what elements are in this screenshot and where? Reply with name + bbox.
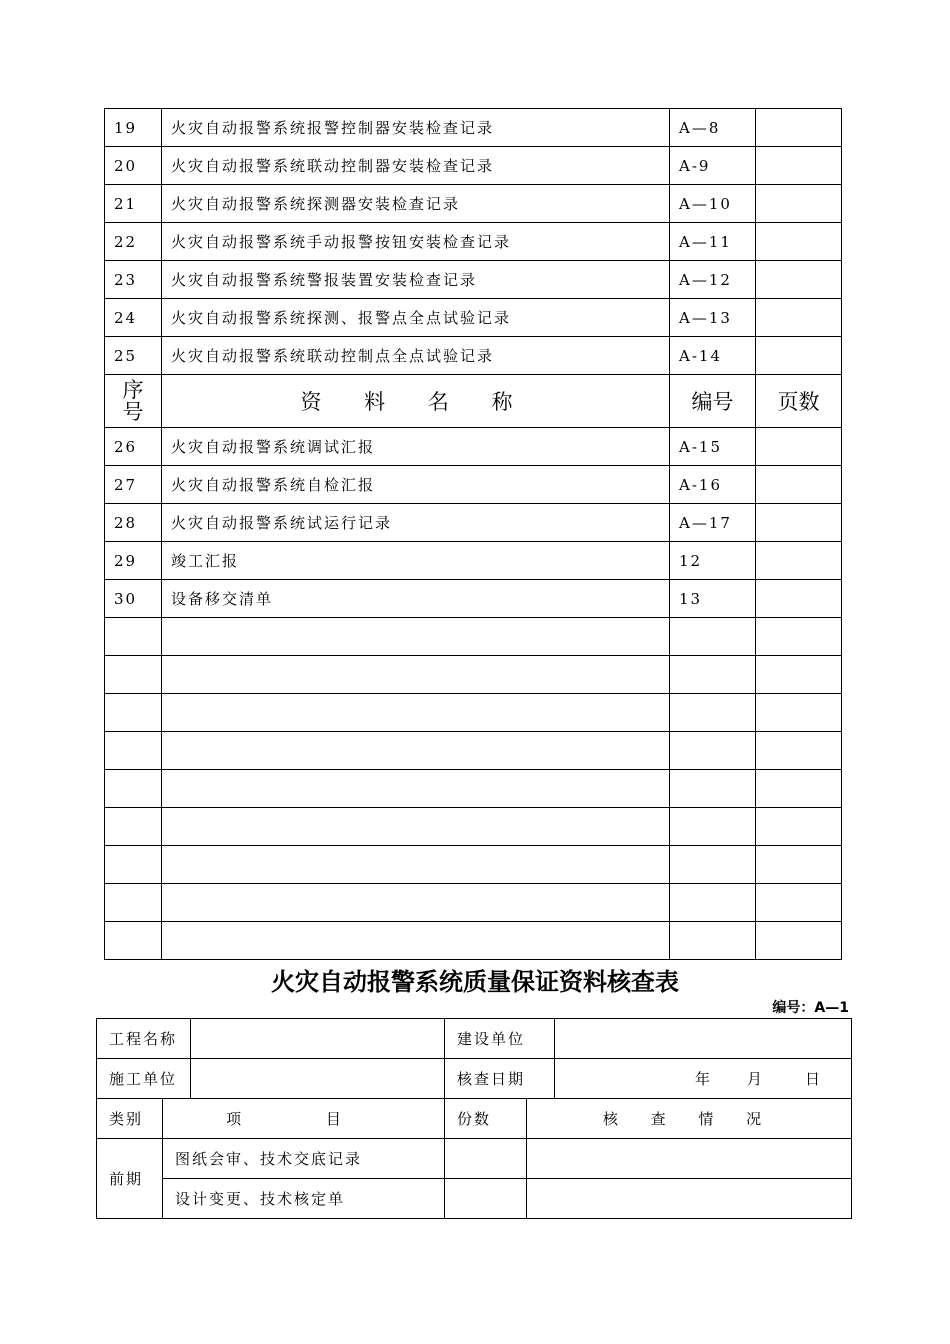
project-name-field[interactable] <box>191 1019 445 1059</box>
empty-cell[interactable] <box>162 732 670 770</box>
empty-cell[interactable] <box>756 808 842 846</box>
document-code: A—10 <box>670 185 756 223</box>
document-name: 竣工汇报 <box>162 542 670 580</box>
document-name: 火灾自动报警系统调试汇报 <box>162 428 670 466</box>
document-name: 火灾自动报警系统探测、报警点全点试验记录 <box>162 299 670 337</box>
empty-cell[interactable] <box>756 846 842 884</box>
table-row <box>105 580 842 618</box>
page-count-cell[interactable] <box>756 580 842 618</box>
empty-cell[interactable] <box>105 846 162 884</box>
empty-cell[interactable] <box>670 618 756 656</box>
table-row <box>97 1179 852 1219</box>
empty-cell[interactable] <box>670 694 756 732</box>
empty-cell[interactable] <box>162 656 670 694</box>
empty-cell[interactable] <box>162 770 670 808</box>
header-status <box>527 1099 852 1139</box>
document-code: A—8 <box>670 109 756 147</box>
empty-cell[interactable] <box>756 656 842 694</box>
empty-cell[interactable] <box>105 656 162 694</box>
builder-field[interactable] <box>555 1019 852 1059</box>
row-number: 27 <box>105 466 162 504</box>
page-count-cell[interactable] <box>756 185 842 223</box>
document-name: 火灾自动报警系统联动控制器安装检查记录 <box>162 147 670 185</box>
table-row <box>97 1139 852 1179</box>
column-header-row <box>97 1099 852 1139</box>
date-day: 日 <box>805 1070 823 1088</box>
builder-label: 建设单位 <box>445 1019 555 1059</box>
page-count-cell[interactable] <box>756 504 842 542</box>
document-code: 13 <box>670 580 756 618</box>
table-row <box>105 299 842 337</box>
table-row <box>105 147 842 185</box>
date-year: 年 <box>695 1070 713 1088</box>
category-early: 前期 <box>97 1139 163 1219</box>
empty-cell[interactable] <box>756 922 842 960</box>
empty-row <box>105 618 842 656</box>
header-code: 编号 <box>670 375 756 428</box>
quality-check-table <box>96 1018 852 1219</box>
document-name: 火灾自动报警系统警报装置安装检查记录 <box>162 261 670 299</box>
row-number: 20 <box>105 147 162 185</box>
document-name: 火灾自动报警系统探测器安装检查记录 <box>162 185 670 223</box>
page-count-cell[interactable] <box>756 223 842 261</box>
document-code: A-14 <box>670 337 756 375</box>
document-code: A—12 <box>670 261 756 299</box>
page-count-cell[interactable] <box>756 261 842 299</box>
page-count-cell[interactable] <box>756 337 842 375</box>
empty-row <box>105 884 842 922</box>
page-count-cell[interactable] <box>756 147 842 185</box>
empty-cell[interactable] <box>670 808 756 846</box>
document-name: 火灾自动报警系统手动报警按钮安装检查记录 <box>162 223 670 261</box>
document-name: 火灾自动报警系统报警控制器安装检查记录 <box>162 109 670 147</box>
document-name: 火灾自动报警系统试运行记录 <box>162 504 670 542</box>
document-code: A-16 <box>670 466 756 504</box>
empty-cell[interactable] <box>105 884 162 922</box>
empty-cell[interactable] <box>105 922 162 960</box>
document-name: 火灾自动报警系统自检汇报 <box>162 466 670 504</box>
document-code: A—11 <box>670 223 756 261</box>
empty-cell[interactable] <box>756 618 842 656</box>
empty-row <box>105 922 842 960</box>
document-code: A-9 <box>670 147 756 185</box>
check-date-field[interactable] <box>555 1059 852 1099</box>
page-count-cell[interactable] <box>756 542 842 580</box>
page-count-cell[interactable] <box>756 428 842 466</box>
header-item-label: 项 目 <box>226 1110 381 1128</box>
row-number: 24 <box>105 299 162 337</box>
empty-row <box>105 656 842 694</box>
empty-cell[interactable] <box>756 694 842 732</box>
empty-cell[interactable] <box>162 884 670 922</box>
row-number: 29 <box>105 542 162 580</box>
empty-cell[interactable] <box>756 732 842 770</box>
empty-cell[interactable] <box>670 656 756 694</box>
empty-cell[interactable] <box>162 808 670 846</box>
empty-cell[interactable] <box>105 770 162 808</box>
header-copies: 份数 <box>445 1099 527 1139</box>
empty-cell[interactable] <box>670 770 756 808</box>
empty-row <box>105 808 842 846</box>
row-number: 30 <box>105 580 162 618</box>
status-cell[interactable] <box>527 1139 852 1179</box>
header-status-label: 核 查 情 况 <box>602 1110 776 1128</box>
table-row <box>105 542 842 580</box>
empty-cell[interactable] <box>756 770 842 808</box>
page-count-cell[interactable] <box>756 466 842 504</box>
copies-cell[interactable] <box>445 1139 527 1179</box>
table-row <box>105 261 842 299</box>
document-list-table <box>104 108 842 960</box>
header-document-name <box>162 375 670 428</box>
form-title: 火灾自动报警系统质量保证资料核查表 <box>271 968 679 996</box>
empty-row <box>105 694 842 732</box>
document-name: 火灾自动报警系统联动控制点全点试验记录 <box>162 337 670 375</box>
empty-row <box>105 732 842 770</box>
header-sequence: 序 号 <box>105 375 162 428</box>
table-row <box>105 109 842 147</box>
empty-cell[interactable] <box>162 694 670 732</box>
status-cell[interactable] <box>527 1179 852 1219</box>
table-row <box>105 428 842 466</box>
project-name-label: 工程名称 <box>97 1019 191 1059</box>
empty-cell[interactable] <box>670 884 756 922</box>
table-row <box>105 466 842 504</box>
table-row <box>105 337 842 375</box>
contractor-label: 施工单位 <box>97 1059 191 1099</box>
row-number: 25 <box>105 337 162 375</box>
empty-cell[interactable] <box>105 694 162 732</box>
row-number: 21 <box>105 185 162 223</box>
row-number: 23 <box>105 261 162 299</box>
empty-row <box>105 770 842 808</box>
contractor-field[interactable] <box>191 1059 445 1099</box>
table-header-row <box>105 375 842 428</box>
document-code: A—13 <box>670 299 756 337</box>
document-code: 12 <box>670 542 756 580</box>
document-code: A—17 <box>670 504 756 542</box>
contractor-row <box>97 1059 852 1099</box>
empty-cell[interactable] <box>756 884 842 922</box>
row-number: 26 <box>105 428 162 466</box>
empty-cell[interactable] <box>105 618 162 656</box>
copies-cell[interactable] <box>445 1179 527 1219</box>
empty-cell[interactable] <box>162 618 670 656</box>
empty-cell[interactable] <box>162 846 670 884</box>
table-row <box>105 504 842 542</box>
document-code: A-15 <box>670 428 756 466</box>
project-row <box>97 1019 852 1059</box>
page-count-cell[interactable] <box>756 109 842 147</box>
empty-cell[interactable] <box>670 846 756 884</box>
table-row <box>105 223 842 261</box>
empty-cell[interactable] <box>162 922 670 960</box>
header-document-name-label: 资 料 名 称 <box>300 390 531 414</box>
item-design-change: 设计变更、技术核定单 <box>163 1179 445 1219</box>
header-item <box>163 1099 445 1139</box>
empty-cell[interactable] <box>670 922 756 960</box>
header-category: 类别 <box>97 1099 163 1139</box>
row-number: 22 <box>105 223 162 261</box>
empty-cell[interactable] <box>670 732 756 770</box>
item-drawing-review: 图纸会审、技术交底记录 <box>163 1139 445 1179</box>
document-name: 设备移交清单 <box>162 580 670 618</box>
check-date-label: 核查日期 <box>445 1059 555 1099</box>
date-month: 月 <box>747 1070 765 1088</box>
row-number: 19 <box>105 109 162 147</box>
empty-row <box>105 846 842 884</box>
page-count-cell[interactable] <box>756 299 842 337</box>
empty-cell[interactable] <box>105 808 162 846</box>
empty-cell[interactable] <box>105 732 162 770</box>
row-number: 28 <box>105 504 162 542</box>
table-row <box>105 185 842 223</box>
header-pages: 页数 <box>756 375 842 428</box>
form-code: 编号：A—1 <box>772 1000 849 1016</box>
